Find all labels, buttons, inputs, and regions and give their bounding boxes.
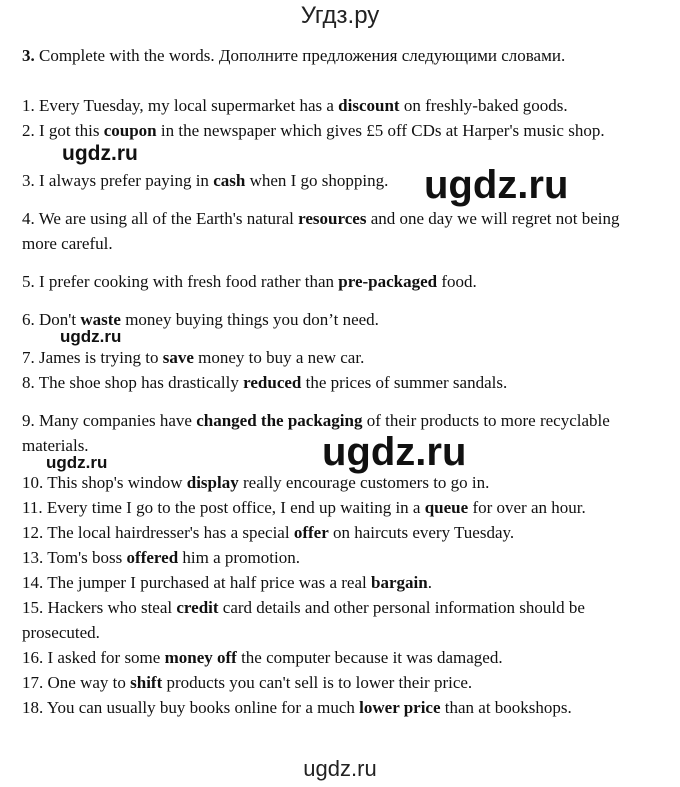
sentence-item: 18. You can usually buy books online for a much lower price than at bookshops. [22,698,572,717]
watermark: ugdz.ru [424,163,569,207]
sentence-item: 17. One way to shift products you can't sell is to lower their price. [22,673,473,692]
sentence-item: 6. Don't waste money buying things you don’t need. [22,310,379,329]
sentence-item: 8. The shoe shop has drastically reduced the prices of summer sandals. [22,373,508,392]
watermark: ugdz.ru [46,453,108,472]
site-title: Угдз.ру [300,2,380,29]
sentence-item: 11. Every time I go to the post office, I end up waiting in a queue for over an hour. [22,498,586,517]
watermark: ugdz.ru [60,327,122,346]
watermark: ugdz.ru [62,142,138,165]
sentence-item: 9. Many companies have changed the packaging of their products to more recyclable materials. [22,411,610,455]
sentence-item: 12. The local hairdresser's has a special offer on haircuts every Tuesday. [22,523,515,542]
sentence-item: 4. We are using all of the Earth's natural resources and one day we will regret not being more careful. [22,209,620,253]
sentence-item: 1. Every Tuesday, my local supermarket has a discount on freshly-baked goods. [22,96,568,115]
task-number: 3. [22,46,35,65]
sentence-item: 10. This shop's window display really encourage customers to go in. [22,473,490,492]
sentence-item: 15. Hackers who steal credit card details and other personal information should be prosecuted. [22,598,585,642]
sentence-item: 14. The jumper I purchased at half price was a real bargain. [22,573,432,592]
sentence-item: 5. I prefer cooking with fresh food rather than pre-packaged food. [22,272,477,291]
task-heading [22,44,565,68]
sentence-item: 2. I got this coupon in the newspaper which gives £5 off CDs at Harper's music shop. [22,121,605,140]
watermark: ugdz.ru [322,430,467,474]
footer-watermark: ugdz.ru [303,756,377,781]
sentence-item: 7. James is trying to save money to buy a new car. [22,348,365,367]
sentence-item: 13. Tom's boss offered him a promotion. [22,548,300,567]
task-instruction: Complete with the words. Дополните предложения следующими словами. [39,46,566,65]
sentence-item: 3. I always prefer paying in cash when I go shopping. [22,171,389,190]
sentence-item: 16. I asked for some money off the computer because it was damaged. [22,648,503,667]
